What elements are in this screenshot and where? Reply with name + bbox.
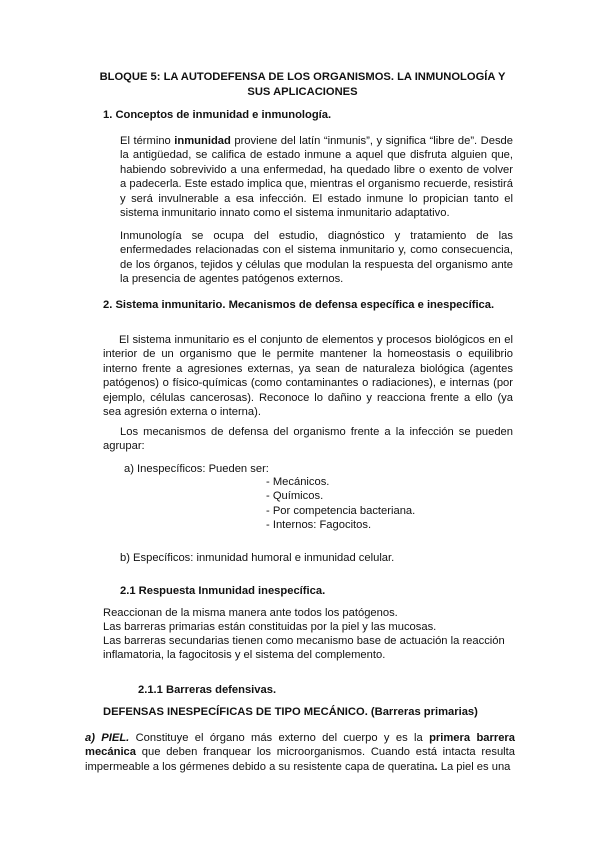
text-run: Constituye el órgano más externo del cuerpo y es la [129, 732, 430, 744]
section-1-paragraph-2: Inmunología se ocupa del estudio, diagnóstico y tratamiento de las enfermedades relacionadas con el sistema inmunitario y, como consecuencia, de los órganos, tejidos y células que modulan la respuesta del organismo ante la presencia de agentes patógenos externos. [120, 230, 513, 286]
bold-period: . [434, 760, 438, 773]
list-item-a: a) Inespecíficos: Pueden ser: [124, 463, 269, 475]
section-2-heading: 2. Sistema inmunitario. Mecanismos de defensa específica e inespecífica. [103, 299, 495, 311]
section-2-1-paragraph-3: Las barreras secundarias tienen como mecanismo base de actuación la reacción inflamatoria, la fagocitosis y el sistema del complemento. [103, 635, 505, 662]
sub-list-item: - Internos: Fagocitos. [266, 518, 372, 531]
piel-label [85, 732, 129, 744]
sub-list-item: - Químicos. [266, 490, 324, 503]
section-2-1-1-heading: 2.1.1 Barreras defensivas. [138, 684, 277, 696]
piel-paragraph [85, 731, 515, 774]
section-2-1-line-1: Reaccionan de la misma manera ante todos los patógenos. [103, 607, 398, 619]
section-2-1-heading: 2.1 Respuesta Inmunidad inespecífica. [120, 585, 326, 597]
section-2-paragraph-2: Los mecanismos de defensa del organismo frente a la infección se pueden agrupar: [103, 426, 513, 453]
section-2-1-line-2: Las barreras primarias están constituidas por la piel y las mucosas. [103, 621, 437, 633]
section-1-heading: 1. Conceptos de inmunidad e inmunología. [103, 109, 332, 121]
text-run: La piel es una [437, 760, 511, 773]
section-2-paragraph-1: El sistema inmunitario es el conjunto de elementos y procesos biológicos en el interior de un organismo que le permite mantener la homeostasis o equilibrio interno frente a agresiones externas, ya sean de naturaleza biológica (agentes patógenos) o físico-químicas (como contaminantes o radiaciones), e internas (por ejemplo, células cancerosas). Reconoce lo dañino y reacciona frente a ello (ya sea agresión externa o interna). [103, 334, 513, 419]
text-run: que deben franquear los microorganismos. Cuando está intacta resulta impermeable a los gérmenes debido a su resistente capa de queratina [85, 746, 515, 773]
document-title: BLOQUE 5: LA AUTODEFENSA DE LOS ORGANISMOS. LA INMUNOLOGÍA Y SUS APLICACIONES [99, 71, 506, 98]
text-run: proviene del latín “inmunis”, y significa “libre de”. Desde la antigüedad, se califica de estado inmune a aquel que disfruta alguien que, habiendo sobrevivido a una enfermedad, ha quedado libre o exento de volver a padecerla. Este estado implica que, mientras el organismo recuerde, resistirá y será invulnerable a esa infección. El estado inmune lo propician tanto el sistema inmunitario innato como el sistema inmunitario adaptativo. [120, 135, 514, 220]
sub-list [266, 475, 415, 532]
sub-list-item: - Mecánicos. [266, 476, 330, 488]
sub-list-item: - Por competencia bacteriana. [266, 504, 416, 517]
list-item-b: b) Específicos: inmunidad humoral e inmunidad celular. [120, 552, 395, 564]
piel-label-text: a) PIEL. [85, 732, 130, 744]
text-run: El término [120, 135, 175, 147]
bold-term-inmunidad: inmunidad [174, 135, 231, 147]
section-1-paragraph-1 [120, 134, 513, 220]
bold-term-primera-barrera: primera barrera mecánica [85, 732, 515, 759]
mechanical-defenses-subheading: DEFENSAS INESPECÍFICAS DE TIPO MECÁNICO. (Barreras primarias) [103, 706, 478, 718]
